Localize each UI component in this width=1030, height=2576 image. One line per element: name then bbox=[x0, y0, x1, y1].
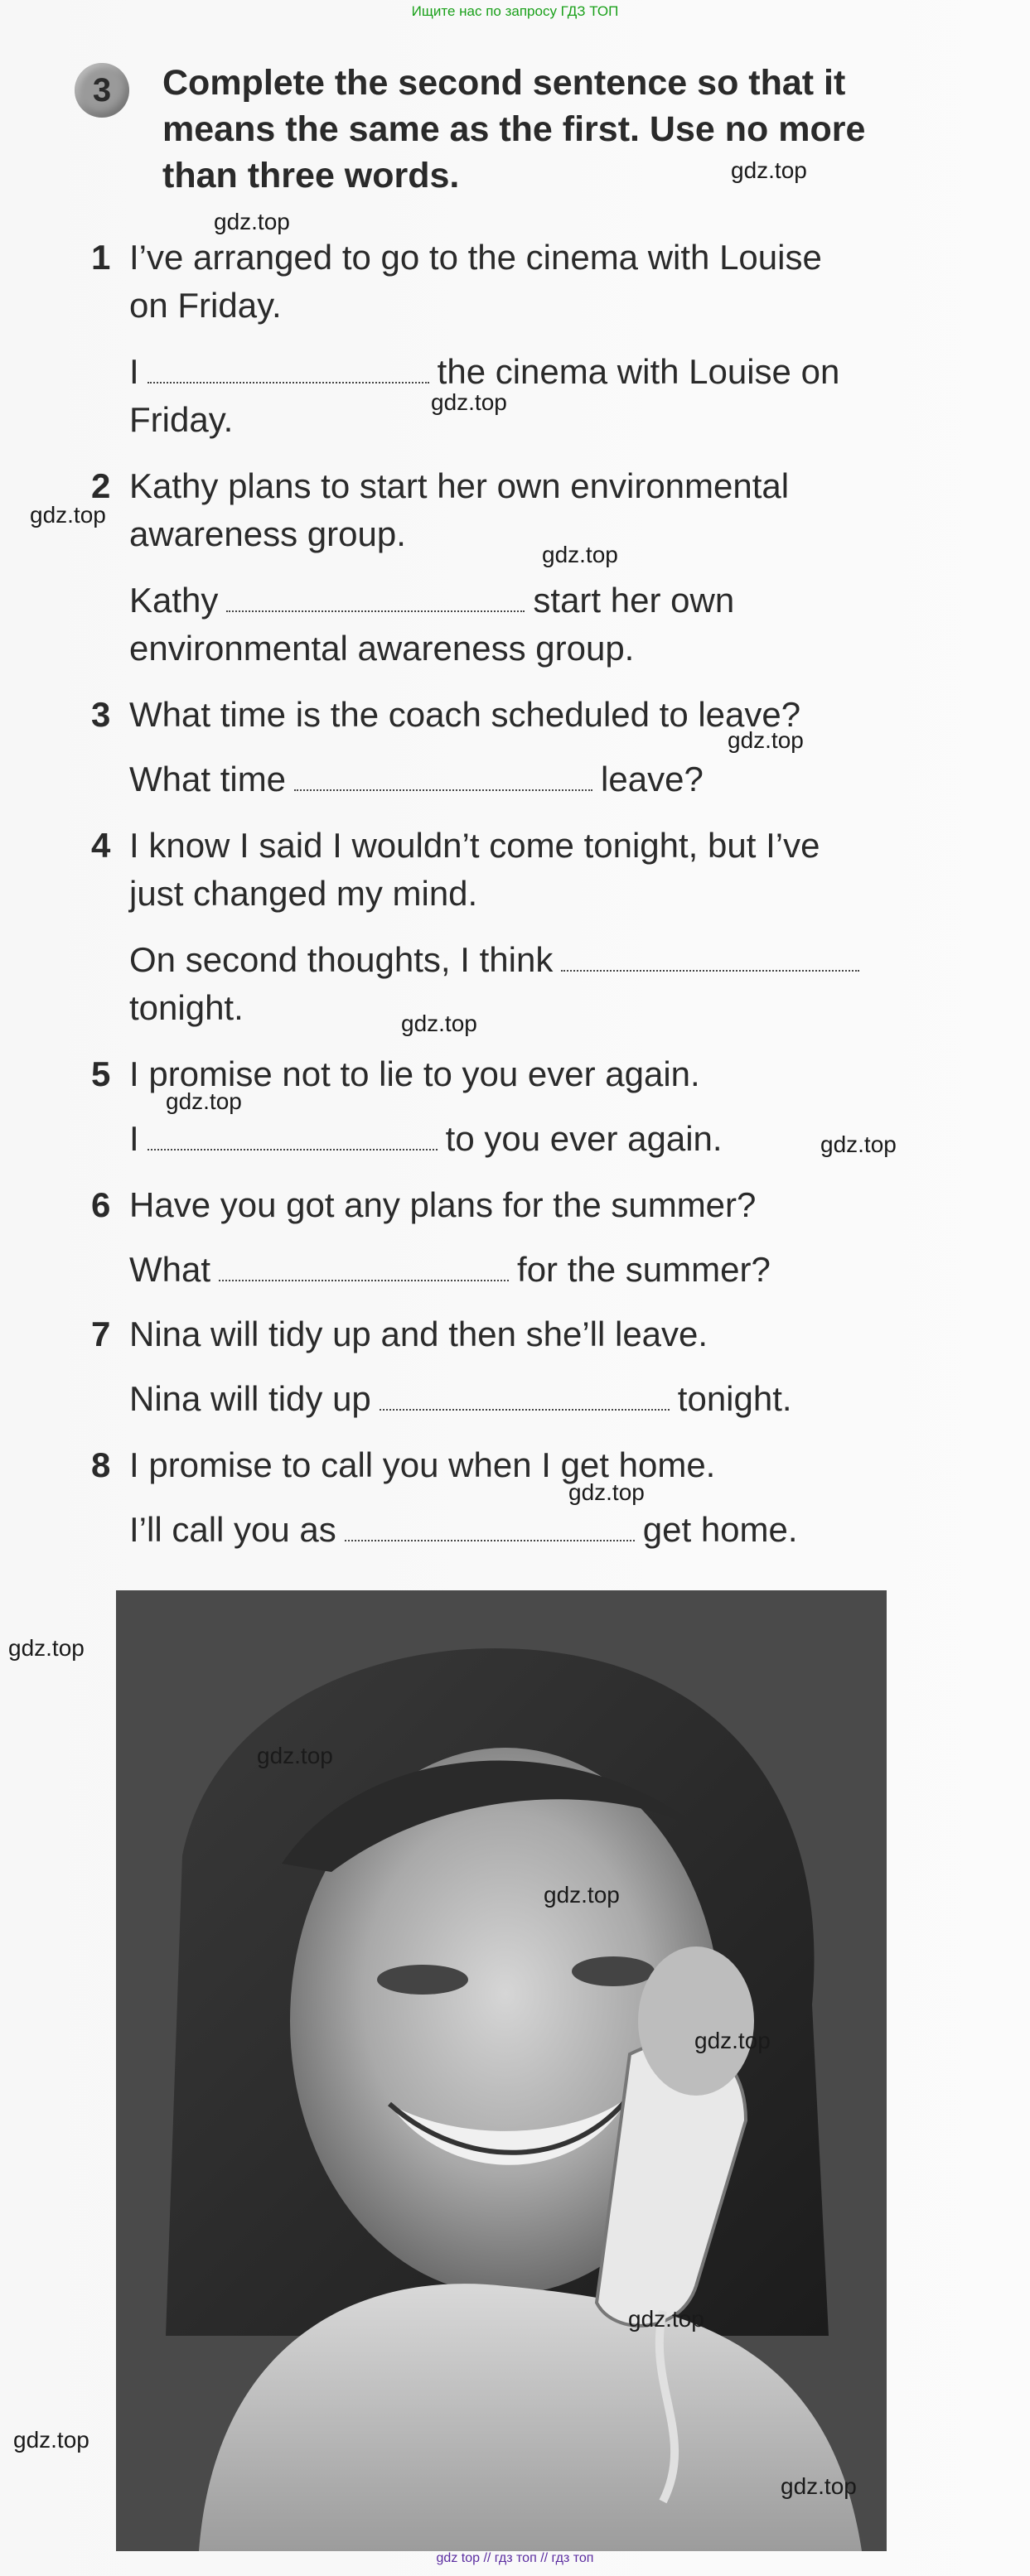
watermark: gdz.top bbox=[30, 502, 106, 528]
answer-suffix: to you ever again. bbox=[445, 1119, 723, 1158]
answer-suffix: start her own bbox=[533, 581, 735, 620]
watermark: gdz.top bbox=[731, 157, 807, 183]
item-text: What time is the coach scheduled to leave? bbox=[129, 695, 801, 734]
answer-blank[interactable] bbox=[219, 1248, 509, 1281]
item-4-answer-cont: tonight. bbox=[129, 988, 244, 1027]
exercise-number-badge bbox=[75, 63, 129, 118]
answer-suffix: the cinema with Louise on bbox=[437, 352, 840, 391]
item-number: 2 bbox=[91, 466, 111, 505]
answer-suffix: leave? bbox=[601, 760, 704, 798]
watermark: gdz.top bbox=[431, 389, 507, 415]
answer-prefix: Nina will tidy up bbox=[129, 1379, 371, 1418]
item-text: I’ve arranged to go to the cinema with Louise bbox=[129, 238, 822, 277]
item-1-sentence-cont: on Friday. bbox=[129, 286, 282, 325]
item-3-answer bbox=[129, 755, 704, 803]
photo-illustration bbox=[116, 1590, 887, 2551]
watermark: gdz.top bbox=[13, 2427, 89, 2453]
answer-blank[interactable] bbox=[226, 579, 525, 612]
watermark: gdz.top bbox=[542, 542, 618, 567]
answer-blank[interactable] bbox=[147, 1117, 438, 1151]
watermark: gdz.top bbox=[628, 2306, 704, 2332]
item-number: 5 bbox=[91, 1054, 111, 1093]
watermark: gdz.top bbox=[544, 1882, 620, 1908]
item-2-answer-cont: environmental awareness group. bbox=[129, 629, 635, 668]
item-4-sentence-cont: just changed my mind. bbox=[129, 874, 478, 913]
answer-blank[interactable] bbox=[345, 1508, 635, 1541]
item-7-sentence bbox=[91, 1310, 708, 1358]
item-text: I promise not to lie to you ever again. bbox=[129, 1054, 700, 1093]
item-number: 3 bbox=[91, 695, 111, 734]
exercise-number: 3 bbox=[92, 71, 112, 109]
item-text: Nina will tidy up and then she’ll leave. bbox=[129, 1315, 708, 1353]
watermark: gdz.top bbox=[166, 1088, 242, 1114]
item-6-answer bbox=[129, 1246, 771, 1294]
item-text: Have you got any plans for the summer? bbox=[129, 1185, 757, 1224]
item-5-answer bbox=[129, 1115, 723, 1163]
answer-prefix: I bbox=[129, 1119, 139, 1158]
footer: gdz top // гдз топ // гдз топ bbox=[436, 2551, 594, 2565]
watermark: gdz.top bbox=[694, 2028, 771, 2053]
item-number: 7 bbox=[91, 1315, 111, 1353]
watermark: gdz.top bbox=[257, 1743, 333, 1768]
watermark: gdz.top bbox=[781, 2473, 857, 2499]
item-4-sentence bbox=[91, 822, 820, 870]
answer-blank[interactable] bbox=[294, 758, 592, 791]
answer-prefix: I’ll call you as bbox=[129, 1510, 336, 1549]
photo-girl-on-phone bbox=[116, 1590, 887, 2551]
answer-prefix: What time bbox=[129, 760, 287, 798]
answer-prefix: What bbox=[129, 1250, 211, 1289]
exercise-instruction: Complete the second sentence so that it means the same as the first. Use no more than three words. bbox=[162, 63, 866, 195]
answer-suffix: for the summer? bbox=[517, 1250, 771, 1289]
item-4-answer bbox=[129, 936, 868, 984]
item-number: 6 bbox=[91, 1185, 111, 1224]
item-2-answer bbox=[129, 576, 734, 625]
answer-suffix: tonight. bbox=[677, 1379, 792, 1418]
item-text: I promise to call you when I get home. bbox=[129, 1445, 716, 1484]
watermark: gdz.top bbox=[401, 1011, 477, 1036]
watermark: gdz.top bbox=[214, 209, 290, 234]
answer-blank[interactable] bbox=[561, 938, 859, 972]
answer-prefix: Kathy bbox=[129, 581, 219, 620]
item-2-sentence-cont: awareness group. bbox=[129, 514, 406, 553]
item-6-sentence bbox=[91, 1181, 757, 1229]
top-banner: Ищите нас по запросу ГДЗ ТОП bbox=[411, 3, 619, 19]
watermark: gdz.top bbox=[728, 727, 804, 753]
item-1-answer-cont: Friday. bbox=[129, 400, 234, 439]
item-7-answer bbox=[129, 1375, 792, 1423]
item-text: Kathy plans to start her own environmental bbox=[129, 466, 790, 505]
item-number: 4 bbox=[91, 826, 111, 865]
watermark: gdz.top bbox=[8, 1635, 85, 1661]
answer-blank[interactable] bbox=[147, 350, 429, 384]
item-8-answer bbox=[129, 1506, 798, 1554]
answer-prefix: On second thoughts, I think bbox=[129, 940, 554, 979]
item-text: I know I said I wouldn’t come tonight, but I’ve bbox=[129, 826, 820, 865]
watermark: gdz.top bbox=[568, 1479, 645, 1505]
answer-prefix: I bbox=[129, 352, 139, 391]
item-3-sentence bbox=[91, 691, 801, 739]
item-1-sentence bbox=[91, 234, 822, 282]
item-number: 1 bbox=[91, 238, 111, 277]
answer-suffix: get home. bbox=[642, 1510, 798, 1549]
item-number: 8 bbox=[91, 1445, 111, 1484]
watermark: gdz.top bbox=[820, 1131, 897, 1157]
answer-blank[interactable] bbox=[380, 1377, 670, 1411]
item-2-sentence bbox=[91, 462, 790, 510]
